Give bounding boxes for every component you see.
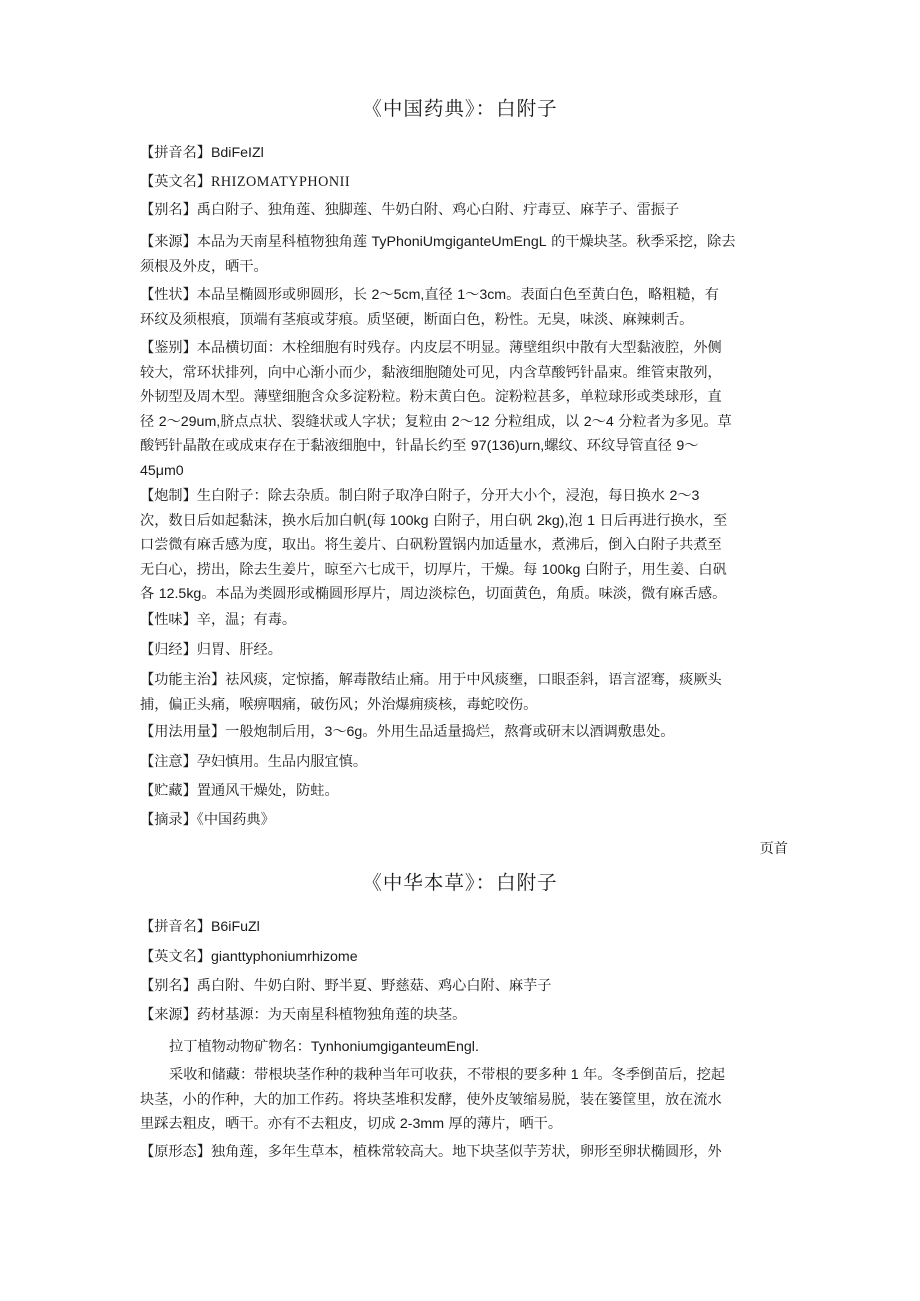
- entry-value: 归胃、肝经。: [196, 642, 282, 658]
- entry-label: 【功能主治】: [140, 672, 226, 688]
- text-line: [140, 484, 785, 509]
- text-line: [140, 1088, 785, 1113]
- text-line: [140, 668, 785, 693]
- measure: 12.5kg: [158, 586, 202, 602]
- entry-label: 【别名】: [140, 202, 197, 218]
- entry-english-name: [140, 945, 785, 970]
- text-run: 较大，常环状排列，向中心渐小而少，黏液细胞随处可见，内含草酸钙针晶束。维管束散列，: [140, 364, 722, 381]
- measure: 2-3mm: [399, 1116, 445, 1132]
- entry-pinyin: [140, 915, 785, 940]
- text-run: 脐点点状、裂缝状或人字状；复粒由: [220, 413, 452, 430]
- text-run: 里踩去粗皮，晒干。亦有不去粗皮，切成: [140, 1116, 400, 1132]
- text-run: 口尝微有麻舌感为度，取出。将生姜片、白矾粉置锅内加适量水，煮沸后，倒入白附子共煮至: [140, 537, 722, 553]
- section-title-zhonghua-bencao: 《中华本草》：白附子: [362, 871, 558, 894]
- text-run: 外韧型及周木型。薄壁细胞含众多淀粉粒。粉末黄白色。淀粉粒甚多，单粒球形或类球形，直: [140, 389, 722, 405]
- text-run: 无白心，捞出，除去生姜片，晾至六七成干，切厚片，干燥。每: [140, 561, 542, 578]
- entry-label: 【注意】: [140, 754, 197, 770]
- text-line: [140, 1063, 785, 1088]
- entry-label: 【来源】: [140, 1007, 197, 1023]
- text-run: 本品为天南星科植物独角莲: [196, 234, 372, 250]
- text-run: 。本品为类圆形或椭圆形厚片，周边淡棕色，切面黄色，角质。味淡，微有麻舌感。: [201, 586, 727, 602]
- entry-morphology: [140, 1140, 785, 1165]
- measure: 9～: [676, 438, 699, 454]
- measure: 2～3: [669, 488, 700, 504]
- entry-harvest-storage: [140, 1063, 785, 1137]
- entry-value: 药材基源：为天南星科植物独角莲的块茎。: [196, 1007, 467, 1023]
- entry-label: 【炮制】: [140, 488, 197, 504]
- text-run: 的干燥块茎。秋季采挖，除去: [546, 234, 736, 250]
- entry-label: 【用法用量】: [140, 724, 226, 740]
- text-line: [140, 361, 785, 386]
- section-title-pharmacopoeia: 《中国药典》：白附子: [362, 97, 558, 120]
- measure: (每 100kg: [367, 512, 429, 529]
- entry-label: 【摘录】: [140, 812, 197, 828]
- entry-alias: [140, 198, 785, 223]
- entry-label: 【原形态】: [140, 1144, 211, 1160]
- page-top-link[interactable]: 页首: [759, 841, 788, 857]
- entry-label: 【归经】: [140, 642, 197, 658]
- text-line: [140, 230, 785, 255]
- entry-pinyin: [140, 141, 785, 166]
- entry-label: 【英文名】: [140, 174, 211, 190]
- text-run: 环纹及须根痕，顶端有茎痕或芽痕。质坚硬，断面白色，粉性。无臭，味淡、麻辣刺舌。: [140, 311, 694, 328]
- text-line: [140, 410, 785, 435]
- measure: 100kg: [541, 561, 581, 578]
- text-line: [140, 509, 785, 534]
- text-run: 径: [140, 413, 159, 430]
- text-run: 厚的薄片，晒干。: [444, 1116, 563, 1132]
- text-line: [140, 1112, 785, 1137]
- text-run: 酸钙针晶散在或成束存在于黏液细胞中，针晶长约至: [140, 438, 471, 454]
- entry-label: 【拼音名】: [140, 145, 211, 161]
- text-line: [140, 434, 785, 459]
- text-run: 。外用生品适量捣烂，熬膏或研末以酒调敷患处。: [362, 724, 675, 740]
- text-line: [140, 283, 785, 308]
- text-run: 次，数日后如起黏沫，换水后加白帆: [140, 512, 368, 529]
- text-run: 拉丁植物动物矿物名：: [169, 1039, 311, 1055]
- text-run: 各: [140, 586, 159, 602]
- entry-value: B6iFuZl: [210, 919, 260, 935]
- text-run: 块茎，小的作种，大的加工作药。将块茎堆积发酵，使外皮皱缩易脱，装在篓筐里，放在流水: [140, 1091, 722, 1108]
- latin-name: TynhoniumgiganteumEngl.: [310, 1039, 479, 1055]
- text-run: 直径: [424, 287, 458, 303]
- entry-storage: [140, 779, 785, 804]
- text-line: [140, 308, 785, 333]
- text-run: 本品呈椭圆形或卵圆形，长: [196, 287, 372, 303]
- entry-label: 【英文名】: [140, 949, 211, 965]
- measure: 45μm0: [140, 462, 184, 479]
- entry-source: [140, 1003, 785, 1028]
- measure: 3～6g: [324, 724, 363, 740]
- text-line: [140, 582, 785, 607]
- entry-value: 《中国药典》: [196, 812, 275, 828]
- text-line: [140, 558, 785, 583]
- entry-label: 【性味】: [140, 612, 197, 628]
- entry-meridian: [140, 638, 785, 663]
- entry-label: 【来源】: [140, 234, 197, 250]
- entry-label: 【别名】: [140, 978, 197, 994]
- entry-processing: [140, 484, 785, 607]
- text-line: [140, 693, 785, 718]
- text-line: [140, 336, 785, 361]
- text-line: [140, 533, 785, 558]
- text-run: 分粒组成，以: [489, 413, 584, 430]
- entry-english-name: [140, 170, 785, 195]
- entry-caution: [140, 750, 785, 775]
- text-line: [140, 459, 785, 484]
- entry-value: 独角莲，多年生草本，植株常较高大。地下块茎似芋芳状，卵形至卵状椭圆形，外: [210, 1144, 722, 1160]
- entry-label: 【性状】: [140, 287, 197, 303]
- entry-label: 【鉴别】: [140, 340, 197, 356]
- measure: 2～4: [583, 413, 614, 430]
- text-run: 捕，偏正头痛，喉痹咽痛，破伤风；外治爆痈痰核，毒蛇咬伤。: [140, 696, 538, 713]
- text-run: 年。冬季倒苗后，挖起: [578, 1067, 726, 1083]
- text-run: 。表面白色至黄白色，略粗糙，有: [506, 287, 719, 303]
- text-run: 泡: [568, 512, 588, 529]
- text-run: 螺纹、环纹导管直径: [544, 438, 677, 454]
- measure: 2kg),: [536, 512, 569, 529]
- entry-indications: [140, 668, 785, 717]
- text-line: [140, 255, 785, 280]
- measure: 97(136)urn,: [470, 438, 545, 454]
- entry-value: RHIZOMATYPHONII: [210, 174, 351, 190]
- text-run: 须根及外皮，晒干。: [140, 258, 268, 275]
- measure: 2～29um,: [158, 413, 221, 430]
- text-run: 分粒者为多见。草: [613, 413, 732, 430]
- text-run: 本品横切面：木栓细胞有时残存。内皮层不明显。薄壁组织中散有大型黏液腔，外侧: [196, 340, 722, 356]
- entry-source: [140, 230, 785, 279]
- text-run: 祛风痰，定惊搐，解毒散结止痛。用于中风痰壅，口眼歪斜，语言涩骞，痰厥头: [225, 672, 722, 688]
- measure: 1: [570, 1067, 579, 1083]
- entry-nature-taste: [140, 608, 785, 633]
- entry-value: 孕妇慎用。生品内服宜慎。: [196, 754, 368, 770]
- text-line: [140, 385, 785, 410]
- text-run: 白附子，用白矾: [428, 512, 537, 529]
- entry-identification: [140, 336, 785, 483]
- measure: 1: [587, 512, 596, 529]
- entry-alias: [140, 974, 785, 999]
- entry-label: 【拼音名】: [140, 919, 211, 935]
- text-run: 采收和储藏：带根块茎作种的栽种当年可收获，不带根的要多种: [169, 1067, 571, 1083]
- entry-dosage: [140, 720, 785, 745]
- entry-value: 置通风干燥处，防蛀。: [196, 783, 339, 799]
- text-run: 白附子，用生姜、白矾: [580, 561, 727, 578]
- entry-excerpt: [140, 808, 785, 833]
- entry-value: 禹白附、牛奶白附、野半夏、野慈菇、鸡心白附、麻芋子: [196, 978, 552, 994]
- entry-value: BdiFeIZl: [210, 145, 264, 161]
- text-run: 生白附子：除去杂质。制白附子取净白附子，分开大小个，浸泡，每日换水: [196, 488, 670, 504]
- entry-appearance: [140, 283, 785, 332]
- text-run: 日后再进行换水，至: [595, 512, 728, 529]
- entry-value: 禹白附子、独角莲、独脚莲、牛奶白附、鸡心白附、疔毒豆、麻芋子、雷振子: [196, 202, 680, 218]
- entry-value: 辛，温；有毒。: [196, 612, 297, 628]
- measure: 1～3cm: [457, 287, 507, 303]
- latin-name: TyPhoniUmgiganteUmEngL: [371, 234, 547, 250]
- entry-latin-name: [169, 1035, 785, 1060]
- entry-label: 【贮藏】: [140, 783, 197, 799]
- measure: 2～5cm,: [371, 287, 425, 303]
- entry-value: gianttyphoniumrhizome: [210, 949, 358, 965]
- text-run: 一般炮制后用，: [225, 724, 325, 740]
- measure: 2～12: [451, 413, 490, 430]
